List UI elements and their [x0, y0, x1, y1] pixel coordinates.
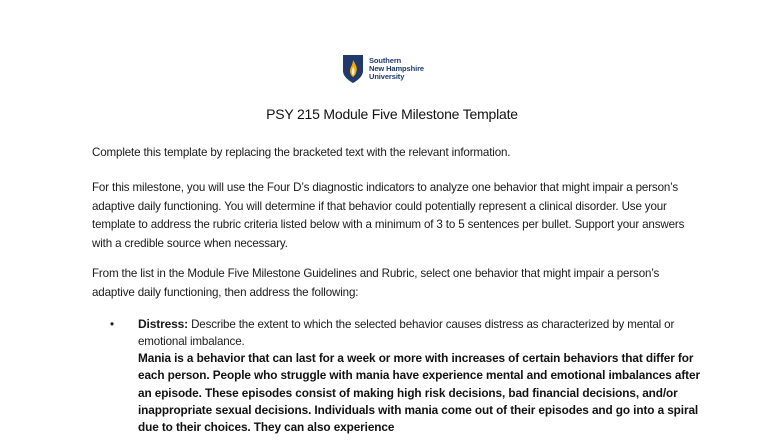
logo-line-1: Southern	[369, 55, 402, 65]
bullet-prompt: Describe the extent to which the selected behavior causes distress as characterized by mental or emotional imbalance.	[138, 318, 675, 348]
shield-flame-icon	[342, 54, 364, 84]
intro-paragraph: Complete this template by replacing the bracketed text with the relevant information.	[92, 146, 511, 159]
logo-line-3: University	[369, 72, 405, 82]
bullet-symbol: •	[110, 318, 115, 331]
list-paragraph: From the list in the Module Five Milestone Guidelines and Rubric, select one behavior that might impair a person’s adaptive daily functioning, then address the following:	[92, 267, 660, 299]
university-logo	[342, 54, 424, 84]
bullet-answer[interactable]: Mania is a behavior that can last for a week or more with increases of certain behaviors that differ for each person. People who struggle with mania have experience mental and emotional imbalances after an episode. These episodes consist of making high risk decisions, bad financial decisions, and/or inappropriate sexual decisions. Individuals with mania come out of their episodes and go into a spiral due to their choices. They can also experience	[138, 351, 700, 435]
bullet-label: Distress:	[138, 317, 189, 331]
list-item	[138, 316, 700, 436]
document-title: PSY 215 Module Five Milestone Template	[266, 106, 518, 122]
milestone-paragraph: For this milestone, you will use the Four D’s diagnostic indicators to analyze one behavior that might impair a person’s adaptive daily functioning. You will determine if that behavior could potentially represent a clinical disorder. Use your template to address the rubric criteria listed below with a minimum of 3 to 5 sentences per bullet. Support your answers with a credible source when necessary.	[92, 181, 685, 250]
logo-line-2: New Hampshire	[369, 63, 424, 73]
logo-wordmark	[369, 57, 424, 82]
